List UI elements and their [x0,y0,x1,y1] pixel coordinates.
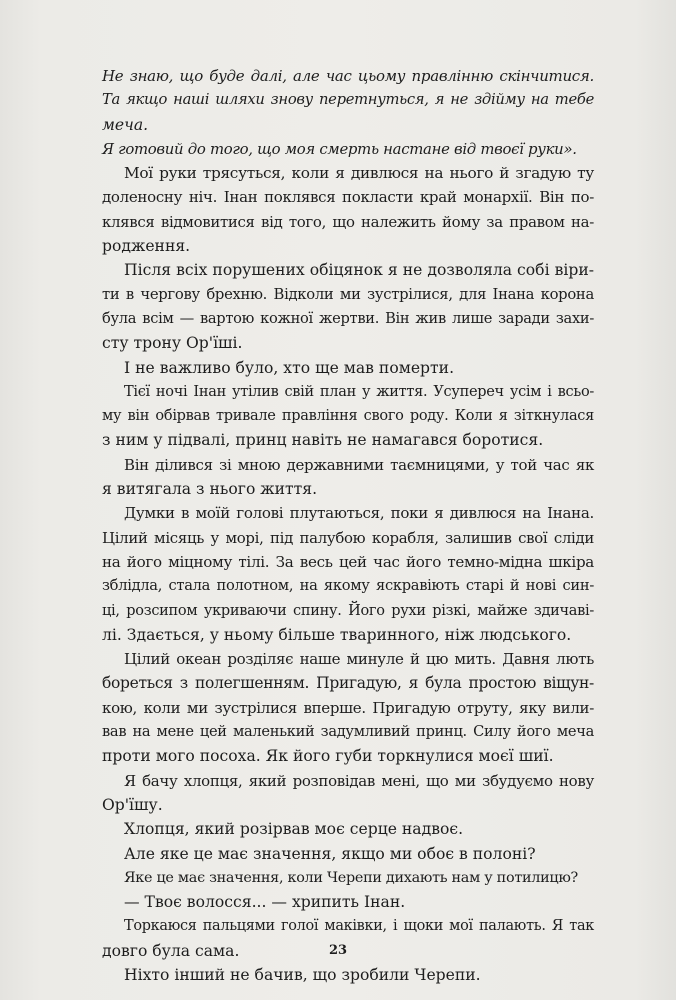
text-line: зблідла, стала полотном, на якому яскравіють старі й нові син- [102,577,594,595]
paragraph [102,258,594,355]
text-line: сту трону Ор'їші. [102,334,243,353]
text-line: Але яке це має значення, якщо ми обоє в полоні? [124,844,536,863]
text-line: вав на мене цей маленький задумливий принц. Силу його меча [102,723,594,741]
text-line: Хлопця, який розірвав моє серце надвоє. [124,820,464,839]
text-line: Ор'їшу. [102,795,163,814]
paragraph [102,501,594,647]
text-line: доленосну ніч. Інан поклявся покласти край монархії. Він по- [102,188,594,207]
text-line: меча. [102,115,149,134]
text-line: родження. [102,237,191,256]
page-number: 23 [328,943,348,958]
paragraph [102,817,594,841]
text-line: бореться з полегшенням. Пригадую, я була простою віщун- [102,674,594,693]
text-line: му він обірвав тривале правління свого роду. Коли я зіткнулася [102,408,594,425]
text-line: з ним у підвалі, принц навіть не намагався боротися. [102,431,544,450]
paragraph [102,647,594,768]
text-line: Думки в моїй голові плутаються, поки я дивлюся на Інана. [124,504,594,523]
text-line: Він ділився зі мною державними таємницями, у той час як [124,455,594,474]
text-line: ти в чергову брехню. Відколи ми зустрілися, для Інана корона [102,285,594,303]
paragraph [102,356,594,380]
text-line: Торкаюся пальцями голої маківки, і щоки мої палають. Я так [124,918,594,935]
text-line: Та якщо наші шляхи знову перетнуться, я не здійму на тебе [102,91,594,109]
text-line: Я бачу хлопця, який розповідав мені, що ми збудуємо нову [124,771,594,790]
paragraph [102,380,594,453]
text-line: проти мого посоха. Як його губи торкнулися моєї шиї. [102,747,554,766]
text-line: клявся відмовитися від того, що належить йому за правом на- [102,212,594,231]
paragraph [102,769,594,818]
text-line: кою, коли ми зустрілися вперше. Пригадую отруту, яку вили- [102,698,594,717]
paragraph [102,963,594,987]
text-line: довго була сама. [102,941,240,960]
text-line: я витягала з нього життя. [102,480,318,499]
text-line: — Твоє волосся... — хрипить Інан. [124,893,406,912]
text-line: Мої руки трясуться, коли я дивлюся на нього й згадую ту [124,164,594,183]
text-line: Цілий океан розділяє наше минуле й цю мить. Давня лють [124,650,594,669]
paragraph [102,161,594,258]
text-line: лі. Здається, у ньому більше тваринного, ніж людського. [102,625,572,644]
paragraph [102,64,594,137]
text-line: Тієї ночі Інан утілив свій план у життя. Усупереч усім і всьо- [124,383,594,400]
paragraph [102,842,594,866]
text-line: на його міцному тілі. За весь цей час його темно-мідна шкіра [102,552,594,571]
text-line: Ніхто інший не бачив, що зробили Черепи. [124,965,481,984]
text-line: Не знаю, що буде далі, але час цьому правлінню скінчитися. [102,67,594,85]
body-text [102,64,594,987]
paragraph [102,453,594,502]
text-line: Я готовий до того, що моя смерть настане від твоєї руки». [102,139,577,158]
paragraph [102,137,594,161]
text-line: була всім — вартою кожної жертви. Він жив лише заради захи- [102,309,594,327]
text-line: Цілий місяць у морі, під палубою корабля, залишив свої сліди [102,528,594,547]
text-line: ці, розсипом укриваючи спину. Його рухи різкі, майже здичаві- [102,602,594,619]
text-line: І не важливо було, хто ще мав померти. [124,358,455,377]
paragraph [102,890,594,914]
paragraph [102,866,594,890]
text-line: Після всіх порушених обіцянок я не дозволяла собі віри- [124,261,594,280]
text-line: Яке це має значення, коли Черепи дихають нам у потилицю? [124,869,578,886]
